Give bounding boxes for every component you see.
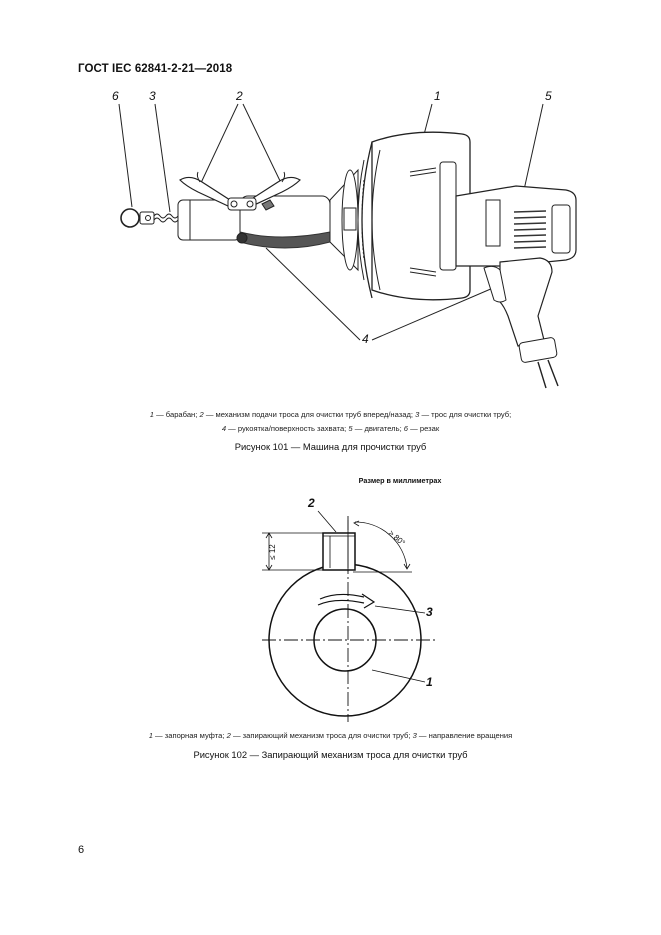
legend-line-1: 1 — барабан; 2 — механизм подачи троса для очистки труб вперед/назад; 3 — трос для очистки труб; [149, 410, 512, 419]
leader-line-2a [200, 104, 238, 185]
callout-2: 2 [308, 496, 315, 510]
callout-6: 6 [112, 89, 119, 103]
callout-1: 1 [426, 675, 433, 689]
cable [154, 214, 178, 218]
page-number: 6 [78, 844, 85, 856]
dimension-label: ≤ 12 [268, 544, 277, 560]
locking-pin [323, 533, 355, 570]
rotation-arrow [318, 600, 364, 605]
figure-101-legend [90, 408, 571, 436]
cutter [121, 209, 139, 227]
callout-3: 3 [426, 605, 433, 619]
leader-line-3 [155, 104, 170, 212]
figure-102-caption: Рисунок 102 — Запирающий механизм троса для очистки труб [193, 749, 468, 760]
legend-line-2: 4 — рукоятка/поверхность захвата; 5 — двигатель; 6 — резак [221, 424, 440, 433]
callout-3: 3 [149, 89, 156, 103]
callout-1: 1 [434, 89, 441, 103]
callout-2: 2 [236, 89, 243, 103]
leader-line-2b [243, 104, 282, 185]
figure-102-legend: 1 — запорная муфта; 2 — запирающий механизм троса для очистки труб; 3 — направление вращения [148, 731, 513, 740]
figure-102-drawing [0, 480, 661, 730]
angle-label: ≥ 80° [386, 528, 407, 548]
leader-line-6 [119, 104, 132, 207]
callout-4: 4 [362, 332, 369, 346]
document-header: ГОСТ IEC 62841-2-21—2018 [78, 63, 233, 75]
figure-101-caption: Рисунок 101 — Машина для прочистки труб [234, 441, 427, 452]
figure-101-drawing [0, 0, 661, 400]
callout-5: 5 [545, 89, 552, 103]
units-note: Размер в миллиметрах [358, 476, 442, 485]
